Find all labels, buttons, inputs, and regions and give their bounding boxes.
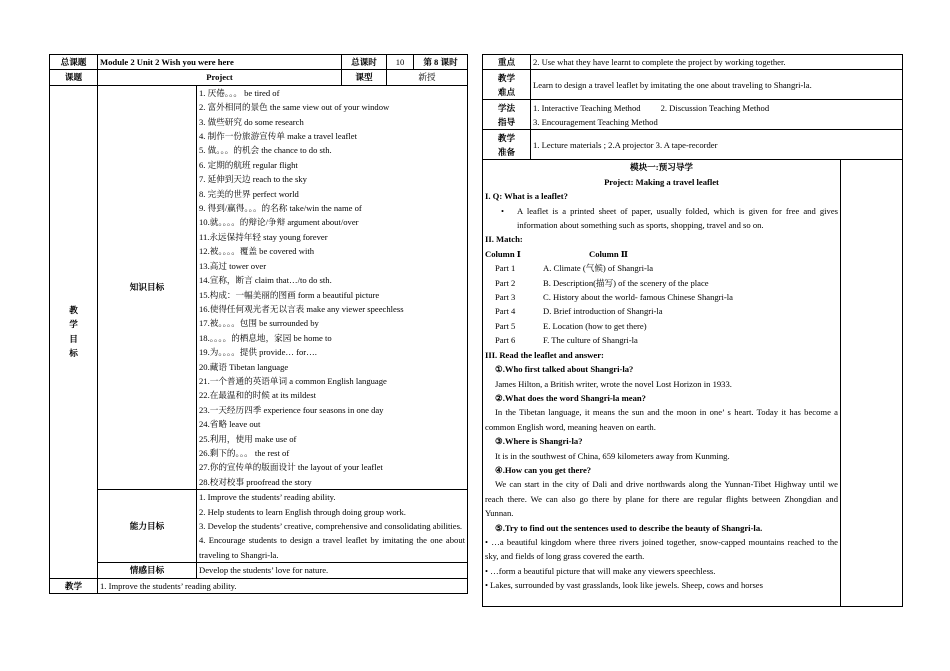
type-label: 课型: [342, 70, 387, 85]
knowledge-item: 11.永远保持年轻 stay young forever: [199, 231, 328, 242]
knowledge-item: 24.省略 leave out: [199, 419, 261, 430]
beauty-sentence: • …a beautiful kingdom where three rivers joined together, snow-capped mountains reached to the sky, and fields of long grass covered the earth.: [485, 536, 838, 562]
beauty-sentence: • Lakes, surrounded by vast grasslands, look like jewels. Sheep, cows and horses: [485, 580, 763, 591]
module-heading: 模块一:预习导学: [629, 162, 694, 173]
knowledge-list: [197, 85, 468, 489]
knowledge-item: 12.被。。。。覆盖 be covered with: [199, 246, 315, 257]
knowledge-item: 7. 延伸到天边 reach to the sky: [199, 174, 307, 185]
question-4: ④.How can you get there?: [495, 464, 592, 475]
match-heading: II. Match:: [485, 234, 523, 245]
key-point-value: 2. Use what they have learnt to complete the project by working together.: [531, 55, 903, 70]
knowledge-item: 26.剩下的。。。 the rest of: [199, 447, 290, 458]
knowledge-item: 27.你的宣传单的版面设计 the layout of your leaflet: [199, 462, 383, 473]
beauty-sentence: • …form a beautiful picture that will make any viewers speechless.: [485, 565, 716, 576]
bullet-icon: •: [501, 205, 505, 216]
knowledge-item: 23.一天经历四季 experience four seasons in one day: [199, 404, 384, 415]
knowledge-item: 10.就。。。。的辩论/争辩 argument about/over: [199, 217, 359, 228]
ability-item: 2. Help students to learn English through doing group work.: [199, 506, 406, 517]
objectives-section-label: 教 学 目 标: [50, 85, 98, 578]
project-title: Project: Making a travel leaflet: [604, 176, 719, 187]
knowledge-item: 15.构成：一幅美丽的图画 form a beautiful picture: [199, 289, 380, 300]
knowledge-item: 21.一个普通的英语单词 a common English language: [199, 375, 387, 386]
read-heading: III. Read the leaflet and answer:: [485, 349, 604, 360]
right-lesson-table: [482, 54, 903, 607]
preparation-value: 1. Lecture materials ; 2.A projector 3. A tape-recorder: [531, 130, 903, 160]
knowledge-item: 13.高过 tower over: [199, 260, 267, 271]
ability-item: 3. Develop the students’ creative, comprehensive and consolidating abilities.: [199, 521, 463, 531]
question-3: ③.Where is Shangri-la?: [495, 436, 583, 447]
preparation-label: 教学 准备: [483, 130, 531, 160]
difficult-point-value: Learn to design a travel leaflet by imitating the one about traveling to Shangri-la.: [531, 70, 903, 100]
match-row: Part 5 E. Location (how to get there): [495, 320, 647, 331]
knowledge-item: 14.宣称，断言 claim that…/to do sth.: [199, 275, 332, 286]
emotion-label: 情感目标: [98, 563, 197, 578]
knowledge-item: 17.被。。。。包围 be surrounded by: [199, 318, 319, 329]
ability-item: 1. Improve the students’ reading ability.: [199, 492, 336, 503]
method-label: 学法 指导: [483, 100, 531, 130]
topic-label: 总课题: [50, 55, 98, 70]
leaflet-definition: • A leaflet is a printed sheet of paper, usually folded, which is given for free and gives information about something such as sports, shopping, travel and so on.: [485, 204, 838, 233]
match-row: Part 3 C. History about the world- famous Chinese Shangri-la: [495, 292, 733, 303]
module-one-content: [483, 160, 841, 607]
knowledge-item: 28.校对校事 proofread the story: [199, 476, 312, 487]
question-5: ⑤.Try to find out the sentences used to describe the beauty of Shangri-la.: [495, 522, 763, 533]
notes-column: [841, 160, 903, 607]
knowledge-item: 5. 做。。。的机会 the chance to do sth.: [199, 145, 332, 156]
title-value: Project: [98, 70, 342, 85]
method-1: 1. Interactive Teaching Method: [533, 102, 641, 113]
knowledge-item: 1. 厌倦。。。 be tired of: [199, 87, 280, 98]
left-lesson-table: [49, 54, 468, 594]
total-hours-label: 总课时: [342, 55, 387, 70]
total-hours-value: 10: [387, 55, 414, 70]
answer-2: In the Tibetan language, it means the sun and the moon in one’ s heart. Today it has become a common English word, meaning heaven on earth.: [485, 407, 838, 432]
method-value: [531, 100, 903, 130]
method-2: 2. Discussion Teaching Method: [660, 102, 770, 113]
knowledge-item: 3. 做些研究 do some research: [199, 116, 304, 127]
knowledge-item: 25.利用，使用 make use of: [199, 433, 297, 444]
knowledge-item: 19.为。。。。提供 provide… for….: [199, 347, 317, 358]
question-1: ①.Who first talked about Shangri-la?: [495, 364, 634, 375]
ability-label: 能力目标: [98, 490, 197, 563]
match-row: Part 1 A. Climate (气候) of Shangri-la: [495, 263, 654, 274]
bottom-label: 教学: [50, 578, 98, 593]
lesson-number: 第 8 课时: [414, 55, 468, 70]
knowledge-item: 20.藏语 Tibetan language: [199, 361, 289, 372]
match-row: Part 4 D. Brief introduction of Shangri-la: [495, 306, 663, 317]
knowledge-item: 16.使得任何观光者无以言表 make any viewer speechless: [199, 303, 404, 314]
column-1-header: Column Ⅰ: [485, 248, 521, 259]
knowledge-item: 2. 富外相同的景色 the same view out of your window: [199, 102, 390, 113]
method-3: 3. Encouragement Teaching Method: [533, 116, 658, 127]
answer-1: James Hilton, a British writer, wrote the novel Lost Horizon in 1933.: [495, 378, 732, 389]
answer-4: We can start in the city of Dali and drive northwards along the Yunnan-Tibet Highway until we reach there. We can also go there by plane for there are regular flights between Zhongdian and Yunnan.: [485, 479, 838, 519]
knowledge-item: 4. 制作一份旅游宣传单 make a travel leaflet: [199, 131, 357, 142]
knowledge-item: 9. 得到/赢得。。。的名称 take/win the name of: [199, 203, 362, 214]
bottom-value: 1. Improve the students’ reading ability.: [98, 578, 468, 593]
key-point-label: 重点: [483, 55, 531, 70]
column-2-header: Column Ⅱ: [589, 248, 628, 259]
title-label: 课题: [50, 70, 98, 85]
knowledge-label: 知识目标: [98, 85, 197, 489]
knowledge-item: 22.在最温和的时候 at its mildest: [199, 390, 316, 401]
emotion-value: Develop the students’ love for nature.: [197, 563, 468, 578]
question-leaflet-heading: I. Q: What is a leaflet?: [485, 191, 568, 202]
answer-3: It is in the southwest of China, 659 kilometers away from Kunming.: [495, 450, 730, 461]
knowledge-item: 18.。。。。的栖息地，家园 be home to: [199, 332, 332, 343]
match-column-headers: [485, 247, 838, 261]
type-value: 新授: [387, 70, 468, 85]
match-row: Part 6 F. The culture of Shangri-la: [495, 335, 638, 346]
topic-value: Module 2 Unit 2 Wish you were here: [98, 55, 342, 70]
ability-list: [197, 490, 468, 563]
question-2: ②.What does the word Shangri-la mean?: [495, 392, 646, 403]
match-row: Part 2 B. Description(描写) of the scenery of the place: [495, 277, 709, 288]
ability-item: 4. Encourage students to design a travel leaflet by imitating the one about traveling to Shangri-la.: [199, 535, 466, 560]
difficult-point-label: 教学 难点: [483, 70, 531, 100]
knowledge-item: 6. 定期的航班 regular flight: [199, 159, 298, 170]
knowledge-item: 8. 完美的世界 perfect world: [199, 188, 299, 199]
